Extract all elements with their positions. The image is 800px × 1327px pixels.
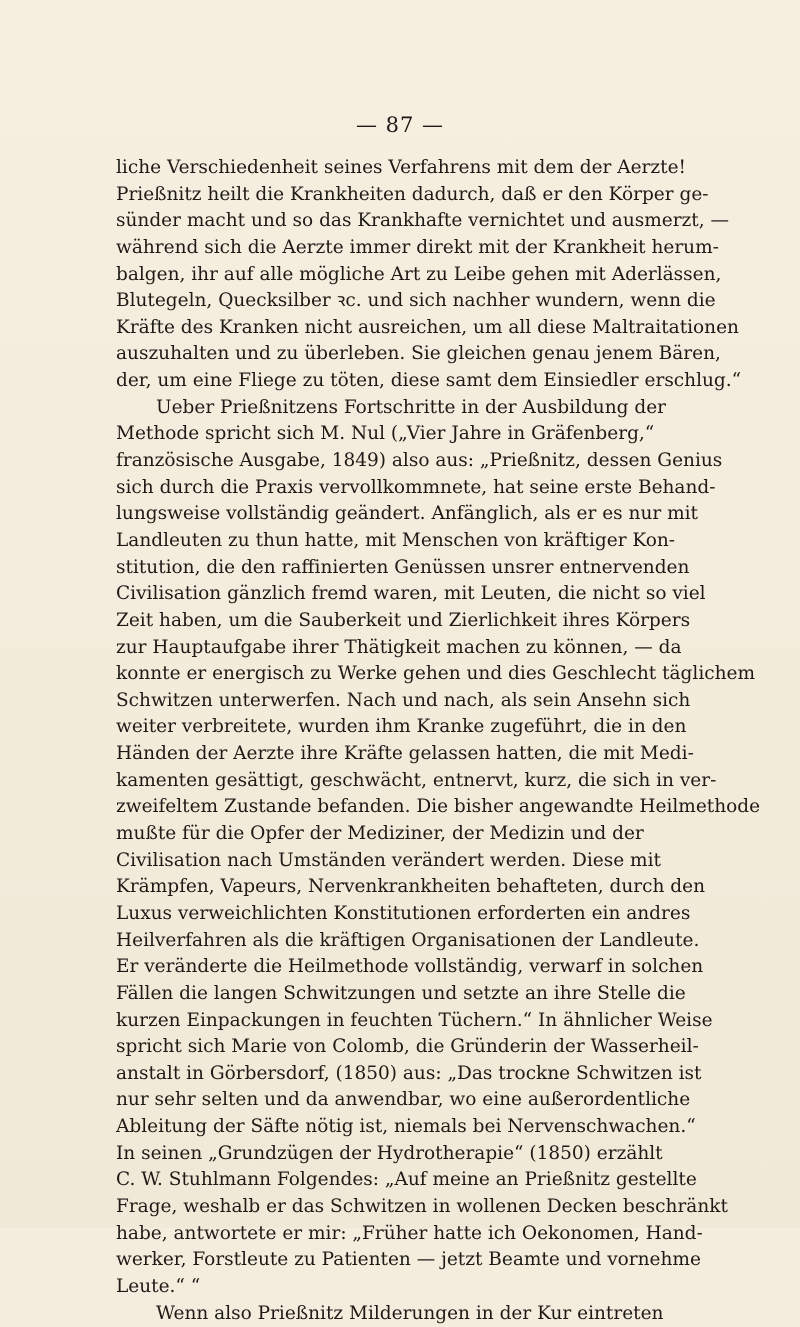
text-line: Leute.“ “ xyxy=(116,1275,201,1297)
text-line: Civilisation nach Umständen verändert werden. Diese mit xyxy=(116,849,661,871)
text-line: französische Ausgabe, 1849) also aus: „Prießnitz, dessen Genius xyxy=(116,450,723,472)
text-line: auszuhalten und zu überleben. Sie gleichen genau jenem Bären, xyxy=(116,343,721,365)
text-line: Luxus verweichlichten Konstitutionen erforderten ein andres xyxy=(116,902,691,924)
text-line: Schwitzen unterwerfen. Nach und nach, als sein Ansehn sich xyxy=(116,689,691,711)
text-line: nur sehr selten und da anwendbar, wo eine außerordentliche xyxy=(116,1089,691,1111)
text-line: Frage, weshalb er das Schwitzen in wollenen Decken beschränkt xyxy=(116,1195,728,1217)
text-line: lungsweise vollständig geändert. Anfänglich, als er es nur mit xyxy=(116,503,698,525)
text-line: Händen der Aerzte ihre Kräfte gelassen hatten, die mit Medi- xyxy=(116,743,694,765)
text-line: Civilisation gänzlich fremd waren, mit Leuten, die nicht so viel xyxy=(116,583,706,605)
text-line: liche Verschiedenheit seines Verfahrens mit dem der Aerzte! xyxy=(116,157,686,178)
text-line: C. W. Stuhlmann Folgendes: „Auf meine an Prießnitz gestellte xyxy=(116,1169,697,1191)
page-number: — 87 — xyxy=(355,113,445,137)
text-line: Landleuten zu thun hatte, mit Menschen von kräftiger Kon- xyxy=(116,529,676,551)
text-line: Methode spricht sich M. Nul („Vier Jahre in Gräfenberg,“ xyxy=(116,423,655,445)
text-line: zur Hauptaufgabe ihrer Thätigkeit machen zu können, — da xyxy=(116,636,682,658)
text-line: weiter verbreitete, wurden ihm Kranke zugeführt, die in den xyxy=(116,716,687,738)
text-line: mußte für die Opfer der Mediziner, der Medizin und der xyxy=(116,823,644,845)
text-line: balgen, ihr auf alle mögliche Art zu Leibe gehen mit Aderlässen, xyxy=(116,263,722,285)
text-line: In seinen „Grundzügen der Hydrotherapie“ (1850) erzählt xyxy=(116,1142,663,1164)
text-line: habe, antwortete er mir: „Früher hatte ich Oekonomen, Hand- xyxy=(116,1222,703,1244)
text-line: der, um eine Fliege zu töten, diese samt dem Einsiedler erschlug.“ xyxy=(116,370,742,392)
text-line: sich durch die Praxis vervollkommnete, hat seine erste Behand- xyxy=(116,476,716,498)
text-line: kurzen Einpackungen in feuchten Tüchern.“ In ähnlicher Weise xyxy=(116,1009,713,1031)
text-line: Zeit haben, um die Sauberkeit und Zierlichkeit ihres Körpers xyxy=(116,609,691,631)
text-line: Fällen die langen Schwitzungen und setzte an ihre Stelle die xyxy=(116,982,686,1004)
text-line: anstalt in Görbersdorf, (1850) aus: „Das trockne Schwitzen ist xyxy=(116,1062,702,1084)
text-line: werker, Forstleute zu Patienten — jetzt Beamte und vornehme xyxy=(116,1249,701,1271)
text-line: Heilverfahren als die kräftigen Organisationen der Landleute. xyxy=(116,929,700,951)
text-line: konnte er energisch zu Werke gehen und dies Geschlecht täglichem xyxy=(116,663,755,685)
text-line: Er veränderte die Heilmethode vollständig, verwarf in solchen xyxy=(116,956,704,978)
text-line: kamenten gesättigt, geschwächt, entnervt, kurz, die sich in ver- xyxy=(116,769,717,791)
text-line: Ueber Prießnitzens Fortschritte in der Ausbildung der xyxy=(156,396,666,418)
text-line: Wenn also Prießnitz Milderungen in der Kur eintreten xyxy=(156,1302,664,1324)
text-line: spricht sich Marie von Colomb, die Gründerin der Wasserheil- xyxy=(116,1036,699,1058)
text-line: Krämpfen, Vapeurs, Nervenkrankheiten behafteten, durch den xyxy=(116,876,705,898)
text-line: Kräfte des Kranken nicht ausreichen, um all diese Maltraitationen xyxy=(116,316,739,338)
text-line: Blutegeln, Quecksilber ꝛc. und sich nachher wundern, wenn die xyxy=(116,290,716,312)
text-line: während sich die Aerzte immer direkt mit der Krankheit herum- xyxy=(116,236,719,258)
text-line: sünder macht und so das Krankhafte vernichtet und ausmerzt, — xyxy=(116,210,730,232)
text-line: Ableitung der Säfte nötig ist, niemals bei Nervenschwachen.“ xyxy=(116,1116,696,1138)
text-line: stitution, die den raffinierten Genüssen unsrer entnervenden xyxy=(116,556,690,578)
text-line: Prießnitz heilt die Krankheiten dadurch, daß er den Körper ge- xyxy=(116,183,709,205)
body-text xyxy=(116,155,761,1327)
text-line: zweifeltem Zustande befanden. Die bisher angewandte Heilmethode xyxy=(116,796,761,818)
